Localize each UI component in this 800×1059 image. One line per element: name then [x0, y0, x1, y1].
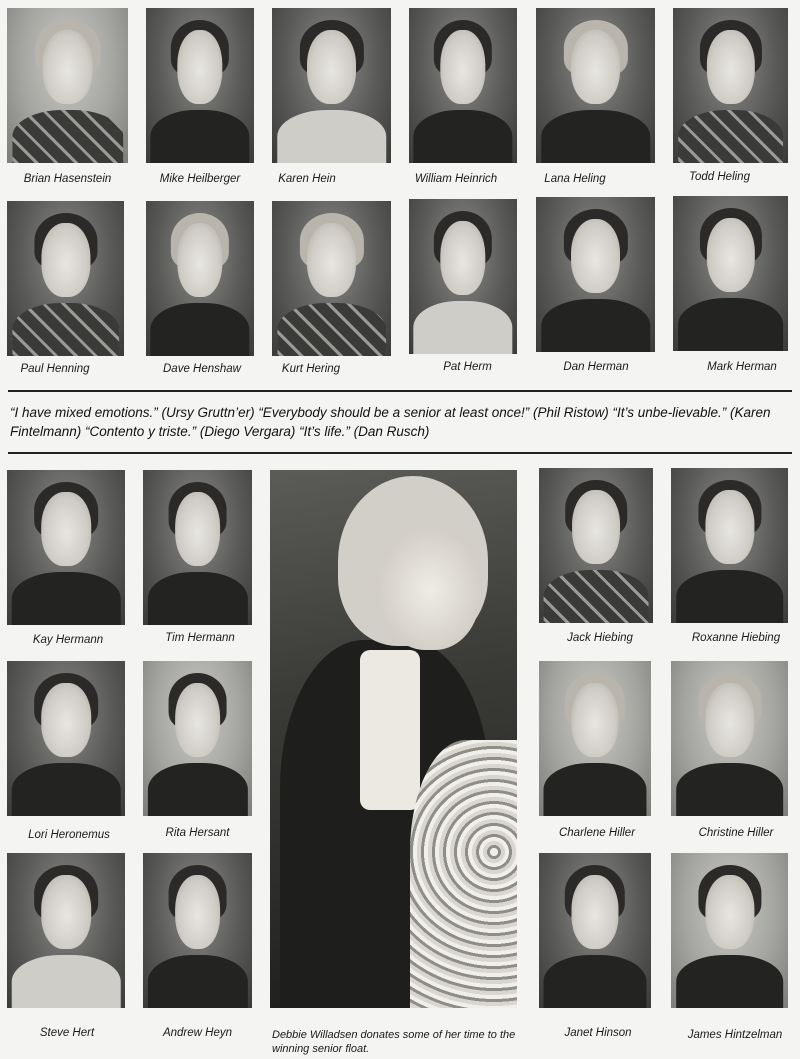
portrait-rita-hersant: [143, 661, 252, 816]
caption-name: Jack Hiebing: [567, 632, 633, 644]
portrait-clothing: [541, 299, 650, 352]
portrait-clothing: [678, 298, 784, 351]
portrait-clothing: [277, 110, 386, 163]
portrait-clothing: [678, 110, 784, 163]
portrait-dan-herman: [536, 197, 655, 352]
caption-name: Tim Hermann: [165, 632, 235, 644]
portrait-face: [571, 875, 618, 949]
portrait-clothing: [676, 763, 784, 816]
feature-caption: Debbie Willadsen donates some of her time to the winning senior float.: [272, 1029, 516, 1055]
portrait-face: [42, 30, 93, 104]
caption-name: Lana Heling: [544, 173, 606, 185]
divider-rule: [8, 390, 792, 392]
caption-name: Andrew Heyn: [162, 1027, 233, 1039]
portrait-brian-hasenstein: [7, 8, 128, 163]
senior-quotes: “I have mixed emotions.” (Ursy Gruttn’er) “Everybody should be a senior at least once!” (Phil Ristow) “It’s unbe-lievable.” (Karen Fintelmann) “Contento y triste.” (Diego Vergara) “It’s life.” (Dan Rusch): [10, 405, 771, 439]
portrait-face: [706, 30, 754, 104]
portrait-face: [177, 223, 222, 297]
caption-name: Todd Heling: [689, 171, 750, 183]
portrait-face: [41, 223, 90, 297]
caption-name: Janet Hinson: [564, 1027, 632, 1039]
portrait-face: [41, 683, 91, 757]
caption-name: Charlene Hiller: [558, 827, 636, 839]
portrait-clothing: [147, 955, 247, 1008]
portrait-todd-heling: [673, 8, 788, 163]
portrait-face: [440, 221, 485, 295]
portrait-roxanne-hiebing: [671, 468, 788, 623]
feature-figure-shirt: [360, 650, 420, 810]
portrait-face: [41, 492, 91, 566]
caption-name: Roxanne Hiebing: [691, 632, 781, 644]
caption-name: Paul Henning: [20, 363, 90, 375]
portrait-steve-hert: [7, 853, 125, 1008]
caption-name: Dan Herman: [563, 361, 629, 373]
portrait-clothing: [413, 110, 512, 163]
portrait-face: [175, 875, 221, 949]
portrait-face: [307, 223, 357, 297]
portrait-clothing: [12, 110, 123, 163]
portrait-face: [175, 492, 221, 566]
caption-name: Brian Hasenstein: [23, 173, 112, 185]
portrait-janet-hinson: [539, 853, 651, 1008]
portrait-face: [706, 218, 754, 292]
portrait-william-heinrich: [409, 8, 517, 163]
portrait-face: [571, 30, 621, 104]
portrait-clothing: [150, 303, 249, 356]
caption-name: William Heinrich: [414, 173, 498, 185]
portrait-face: [440, 30, 485, 104]
portrait-clothing: [541, 110, 650, 163]
portrait-face: [177, 30, 222, 104]
portrait-clothing: [277, 303, 386, 356]
portrait-face: [705, 683, 754, 757]
portrait-clothing: [676, 955, 784, 1008]
portrait-face: [571, 683, 618, 757]
portrait-lori-heronemus: [7, 661, 125, 816]
divider-rule: [8, 452, 792, 454]
feature-senior-float: [410, 740, 517, 1008]
portrait-clothing: [413, 301, 512, 354]
caption-name: Lori Heronemus: [28, 829, 110, 841]
portrait-face: [705, 875, 754, 949]
portrait-face: [41, 875, 91, 949]
caption-name: Steve Hert: [39, 1027, 95, 1039]
feature-photo-debbie-willadsen: [270, 470, 517, 1008]
portrait-clothing: [150, 110, 249, 163]
portrait-clothing: [676, 570, 784, 623]
portrait-karen-hein: [272, 8, 391, 163]
portrait-clothing: [12, 763, 121, 816]
portrait-clothing: [147, 572, 247, 625]
caption-name: Kurt Hering: [281, 363, 341, 375]
portrait-clothing: [543, 763, 646, 816]
portrait-face: [571, 219, 621, 293]
portrait-kurt-hering: [272, 201, 391, 356]
portrait-lana-heling: [536, 8, 655, 163]
portrait-face: [572, 490, 620, 564]
portrait-clothing: [543, 955, 646, 1008]
portrait-andrew-heyn: [143, 853, 252, 1008]
portrait-face: [705, 490, 754, 564]
portrait-jack-hiebing: [539, 468, 653, 623]
caption-name: Mark Herman: [707, 361, 777, 373]
portrait-mike-heilberger: [146, 8, 254, 163]
portrait-christine-hiller: [671, 661, 788, 816]
caption-name: Karen Hein: [278, 173, 336, 185]
caption-name: Pat Herm: [443, 361, 492, 373]
feature-figure-face: [380, 530, 480, 650]
portrait-clothing: [12, 572, 121, 625]
portrait-paul-henning: [7, 201, 124, 356]
portrait-charlene-hiller: [539, 661, 651, 816]
caption-name: James Hintzelman: [687, 1029, 783, 1041]
portrait-clothing: [544, 570, 649, 623]
caption-name: Christine Hiller: [698, 827, 774, 839]
portrait-face: [175, 683, 221, 757]
caption-name: Mike Heilberger: [159, 173, 241, 185]
caption-name: Kay Hermann: [32, 634, 104, 646]
portrait-face: [307, 30, 357, 104]
portrait-pat-herm: [409, 199, 517, 354]
portrait-clothing: [12, 955, 121, 1008]
portrait-dave-henshaw: [146, 201, 254, 356]
portrait-clothing: [12, 303, 120, 356]
caption-name: Dave Henshaw: [163, 363, 241, 375]
portrait-clothing: [147, 763, 247, 816]
portrait-kay-hermann: [7, 470, 125, 625]
caption-name: Rita Hersant: [165, 827, 230, 839]
portrait-mark-herman: [673, 196, 788, 351]
portrait-james-hintzelman: [671, 853, 788, 1008]
portrait-tim-hermann: [143, 470, 252, 625]
